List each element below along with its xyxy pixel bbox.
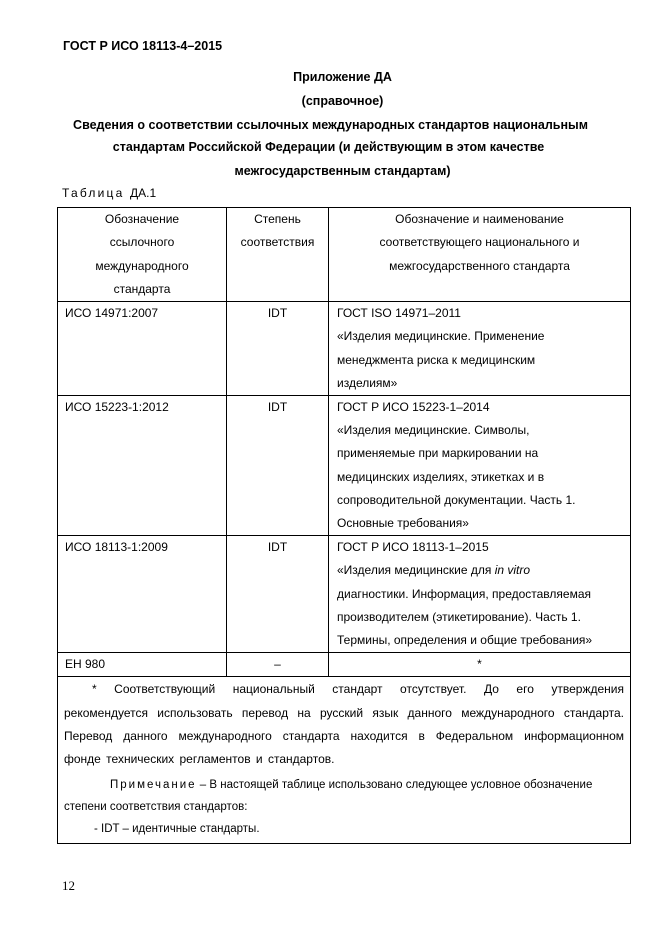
national-standard-line: применяемые при маркировании на (337, 446, 539, 461)
header-line: ссылочного (109, 235, 175, 250)
appendix-heading-line-2: стандартам Российской Федерации (и действующим в этом качестве (112, 140, 545, 154)
national-standard-line: «Изделия медицинские. Символы, (337, 423, 530, 438)
national-standard-line: Термины, определения и общие требования» (337, 633, 593, 648)
degree-cell: – (227, 653, 329, 677)
appendix-heading-line-3: межгосударственным стандартам) (234, 164, 451, 178)
national-standard-text: «Изделия медицинские для (337, 563, 495, 578)
header-reference-designation (58, 208, 227, 302)
page-number: 12 (62, 878, 75, 893)
national-standard-line: менеджмента риска к медицинским (337, 352, 536, 367)
national-standard-cell (329, 536, 631, 653)
note-paragraph (64, 774, 624, 818)
national-standard-line (337, 559, 630, 582)
header-line: международного (95, 258, 189, 273)
table-row (58, 302, 631, 396)
header-line: Степень (254, 212, 301, 226)
national-standard-line: производителем (этикетирование). Часть 1. (337, 609, 581, 624)
header-line: Обозначение (104, 212, 180, 226)
appendix-heading-line-1: Сведения о соответствии ссылочных международных стандартов национальным (73, 118, 588, 132)
national-standard-line: ГОСТ ISO 14971–2011 (337, 306, 461, 321)
header-line: межгосударственного стандарта (389, 258, 570, 273)
national-standard-line: медицинских изделиях, этикетках и в (337, 469, 545, 484)
national-standard-line: ГОСТ Р ИСО 18113-1–2015 (337, 540, 489, 555)
header-degree (227, 208, 329, 302)
note-text: – В настоящей таблице использовано следующее условное обозначение степени соответствия стандартов: (64, 779, 593, 814)
appendix-title: Приложение ДА (293, 70, 392, 84)
national-standard-cell (329, 396, 631, 536)
note-label: Примечание (110, 779, 197, 792)
table-row (58, 396, 631, 536)
degree-cell: IDT (227, 302, 329, 396)
national-standard-line: «Изделия медицинские. Применение (337, 329, 545, 344)
national-standard-line: ГОСТ Р ИСО 15223-1–2014 (337, 400, 490, 414)
footnote-cell (58, 677, 631, 844)
national-standard-line: диагностики. Информация, предоставляемая (337, 586, 592, 601)
appendix-kind: (справочное) (301, 94, 384, 108)
header-line: соответствия (240, 235, 315, 250)
degree-cell: IDT (227, 536, 329, 653)
national-standard-line: сопроводительной документации. Часть 1. (337, 492, 576, 507)
table-caption-number: ДА.1 (130, 186, 157, 200)
table-footnote-row (58, 677, 631, 844)
reference-standard-cell: ЕН 980 (58, 653, 227, 677)
national-standard-cell (329, 302, 631, 396)
footnote-text: * Соответствующий национальный стандарт отсутствует. До его утверждения рекомендуется использовать перевод на русский язык данного международного стандарта. Перевод данного международного стандарта находится в Федеральном информационном фонде технических регламентов и стандартов. (64, 682, 624, 767)
reference-standard-cell: ИСО 14971:2007 (58, 302, 227, 396)
reference-standard-cell: ИСО 15223-1:2012 (58, 396, 227, 536)
reference-standard-cell: ИСО 18113-1:2009 (58, 536, 227, 653)
national-standard-line: изделиям» (337, 375, 398, 390)
note-item: - IDT – идентичные стандарты. (94, 823, 260, 836)
table-row (58, 536, 631, 653)
degree-cell: IDT (227, 396, 329, 536)
national-standard-cell: * (329, 653, 631, 677)
document-code-header: ГОСТ Р ИСО 18113-4–2015 (63, 39, 223, 53)
table-caption (62, 186, 156, 200)
table-header-row (58, 208, 631, 302)
header-line: стандарта (113, 281, 171, 296)
header-line: соответствующего национального и (379, 235, 580, 250)
in-vitro-italic-text: in vitro (494, 563, 531, 578)
correspondence-table (57, 207, 631, 844)
national-standard-line: Основные требования» (337, 516, 469, 531)
header-line: Обозначение и наименование (395, 212, 564, 226)
table-row (58, 653, 631, 677)
header-national-standard (329, 208, 631, 302)
table-caption-word: Таблица (62, 186, 125, 200)
